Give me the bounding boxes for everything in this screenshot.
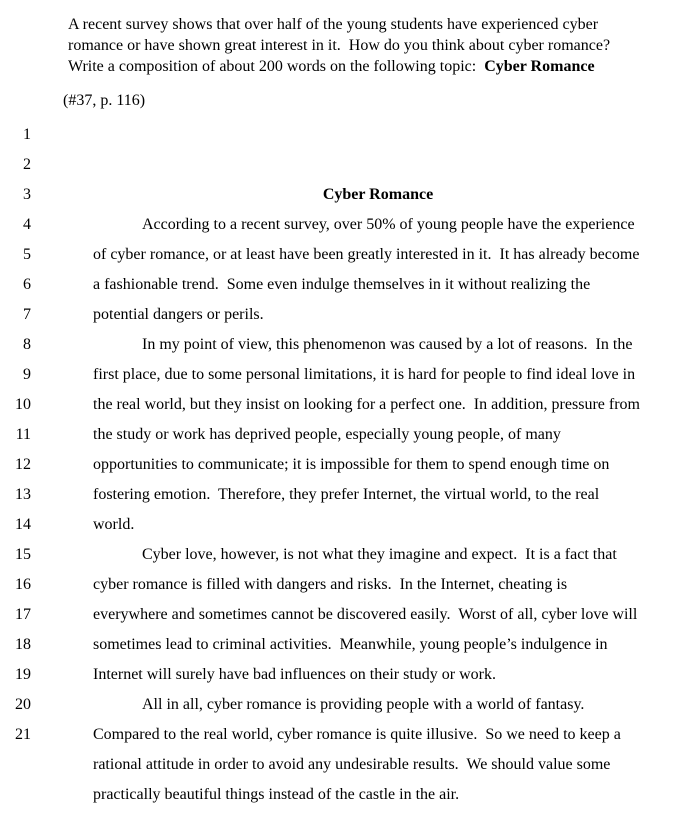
line-text: first place, due to some personal limitations, it is hard for people to find ideal love in: [93, 366, 636, 383]
line-text: Cyber love, however, is not what they imagine and expect. It is a fact that: [142, 546, 617, 563]
line-number: 7: [23, 306, 31, 323]
line-text: of cyber romance, or at least have been greatly interested in it. It has already become: [93, 246, 640, 263]
line-number: 9: [23, 366, 31, 383]
line-number: 13: [15, 486, 31, 503]
line-text: practically beautiful things instead of the castle in the air.: [93, 786, 460, 803]
prompt-line: [68, 14, 669, 35]
prompt-line: [68, 56, 669, 77]
line-number: 1: [23, 126, 31, 143]
line-text: In my point of view, this phenomenon was caused by a lot of reasons. In the: [142, 336, 633, 353]
line-text: the study or work has deprived people, especially young people, of many: [93, 426, 561, 443]
line-number: 5: [23, 246, 31, 263]
line-number: 11: [15, 426, 31, 443]
prompt-topic-bold: Cyber Romance: [484, 58, 595, 75]
line-number: 3: [23, 186, 31, 203]
line-number: 21: [15, 726, 31, 743]
line-number: 10: [15, 396, 31, 413]
line-number: 19: [15, 666, 31, 683]
line-text: fostering emotion. Therefore, they prefer Internet, the virtual world, to the real: [93, 486, 600, 503]
prompt-paragraph: [68, 14, 669, 77]
line-number: 12: [15, 456, 31, 473]
line-text: Internet will surely have bad influences on their study or work.: [93, 666, 496, 683]
line-text: a fashionable trend. Some even indulge themselves in it without realizing the: [93, 276, 591, 293]
line-text: sometimes lead to criminal activities. Meanwhile, young people’s indulgence in: [93, 636, 608, 653]
line-number: 17: [15, 606, 31, 623]
line-text: potential dangers or perils.: [93, 306, 264, 323]
line-number: 8: [23, 336, 31, 353]
line-text: rational attitude in order to avoid any undesirable results. We should value some: [93, 756, 611, 773]
line-number: 18: [15, 636, 31, 653]
prompt-line-text: romance or have shown great interest in it. How do you think about cyber romance?: [68, 37, 611, 54]
line-text: opportunities to communicate; it is impossible for them to spend enough time on: [93, 456, 610, 473]
line-number: 4: [23, 216, 31, 233]
essay-body: [0, 120, 687, 803]
prompt-line: [68, 35, 669, 56]
line-number: 15: [15, 546, 31, 563]
essay-title-row: [0, 120, 687, 203]
essay-title: Cyber Romance: [322, 186, 434, 203]
prompt-line-text: Write a composition of about 200 words on the following topic:: [68, 58, 485, 75]
line-text: the real world, but they insist on looking for a perfect one. In addition, pressure from: [93, 396, 640, 413]
line-number: 20: [15, 696, 31, 713]
line-text: cyber romance is filled with dangers and risks. In the Internet, cheating is: [93, 576, 568, 593]
line-number: 2: [23, 156, 31, 173]
line-text: world.: [93, 516, 135, 533]
line-number: 14: [15, 516, 31, 533]
line-text: everywhere and sometimes cannot be discovered easily. Worst of all, cyber love will: [93, 606, 638, 623]
line-text: Compared to the real world, cyber romance is quite illusive. So we need to keep a: [93, 726, 621, 743]
line-text: All in all, cyber romance is providing people with a world of fantasy.: [142, 696, 585, 713]
reference-label: (#37, p. 116): [63, 92, 146, 109]
line-number: 6: [23, 276, 31, 293]
line-number: 16: [15, 576, 31, 593]
prompt-line-text: A recent survey shows that over half of the young students have experienced cyber: [68, 16, 599, 33]
line-text: According to a recent survey, over 50% of young people have the experience: [142, 216, 635, 233]
